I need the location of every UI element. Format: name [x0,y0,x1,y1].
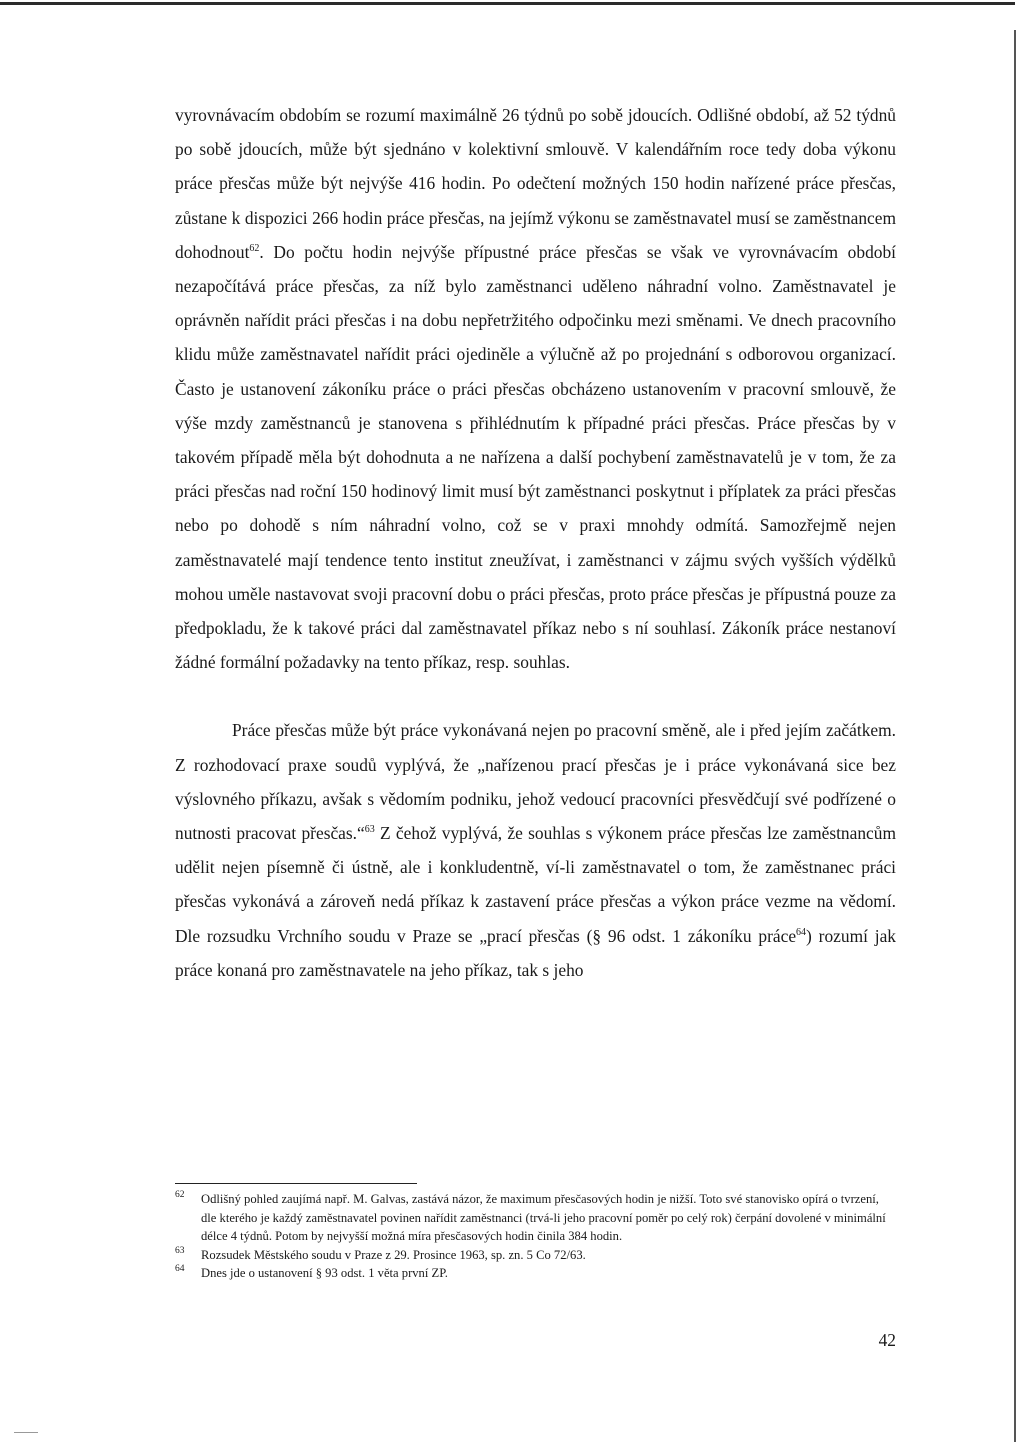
page-number: 42 [878,1330,896,1350]
footnote-reference: 63 [364,824,375,836]
footnote-separator [175,1183,417,1184]
scan-edge-mark [14,1432,38,1433]
scan-top-border [0,2,1015,5]
footnote-reference: 64 [796,926,807,938]
paragraph-text: ) rozumí jak práce konaná pro zaměstnavatele na jeho příkaz, tak s jeho [175,925,896,980]
scan-right-edge [1014,30,1016,1442]
paragraph-text: Z čehož vyplývá, že souhlas s výkonem práce přesčas lze zaměstnancům udělit nejen písemně či ústně, ale i konkludentně, ví-li zaměstnavatel o tom, že zaměstnanec práci přesčas vykonává a zároveň nedá příkaz k zastavení práce přesčas a výkon práce vezme na vědomí. Dle rozsudku Vrchního soudu v Praze se „prací přesčas (§ 96 odst. 1 zákoníku práce [175,823,896,946]
paragraph-text: . Do počtu hodin nejvýše přípustné práce přesčas se však ve vyrovnávacím období nezapočítává práce přesčas, za níž bylo zaměstnanci uděleno náhradní volno. Zaměstnavatel je oprávněn nařídit práci přesčas i na dobu nepřetržitého odpočinku mezi směnami. Ve dnech pracovního klidu může zaměstnavatel nařídit práci ojediněle a výlučně až po projednání s odborovou organizací. Často je ustanovení zákoníku práce o práci přesčas obcházeno ustanovením v pracovní smlouvě, že výše mzdy zaměstnanců je stanovena s přihlédnutím k případné práci přesčas. Práce přesčas by v takovém případě měla být dohodnuta a ne nařízena a další pochybení zaměstnavatelů je v tom, že za práci přesčas nad roční 150 hodinový limit musí být zaměstnanci poskytnut i příplatek za práci přesčas nebo po dohodě s ním náhradní volno, což se v praxi mnohdy odmítá. Samozřejmě nejen zaměstnavatelé mají tendence tento institut zneužívat, i zaměstnanci v zájmu svých vyšších výdělků mohou uměle nastavovat svoji pracovní dobu o práci přesčas, proto práce přesčas je přípustná pouze za předpokladu, že k takové práci dal zaměstnavatel příkaz nebo s ní souhlasí. Zákoník práce nestanoví žádné formální požadavky na tento příkaz, resp. souhlas. [175,241,896,673]
footnote-text: Rozsudek Městského soudu v Praze z 29. Prosince 1963, sp. zn. 5 Co 72/63. [201,1247,586,1262]
footnote-text: Dnes jde o ustanovení § 93 odst. 1 věta první ZP. [201,1266,448,1281]
footnote [175,1246,896,1265]
paragraph-text: vyrovnávacím obdobím se rozumí maximálně 26 týdnů po sobě jdoucích. Odlišné období, až 52 týdnů po sobě jdoucích, může být sjednáno v kolektivní smlouvě. V kalendářním roce tedy doba výkonu práce přesčas může být nejvýše 416 hodin. Po odečtení možných 150 hodin nařízené práce přesčas, zůstane k dispozici 266 hodin práce přesčas, na jejímž výkonu se zaměstnavatel musí se zaměstnancem dohodnout [175,105,896,262]
paragraph [175,98,896,679]
footnote [175,1190,896,1246]
footnote-reference: 62 [249,242,260,254]
body-text [175,98,896,987]
footnote-number: 62 [175,1190,185,1200]
footnote-text: Odlišný pohled zaujímá např. M. Galvas, zastává názor, že maximum přesčasových hodin je nižší. Toto své stanovisko opírá o tvrzení, dle kterého je každý zaměstnavatel povinen nařídit zaměstnanci (trvá-li jeho pracovní poměr po celý rok) čerpání dovolené v minimální délce 4 týdnů. Potom by nejvyšší možná míra přesčasových hodin činila 384 hodin. [201,1192,886,1244]
footnote-number: 63 [175,1245,185,1256]
footnote-number: 64 [175,1264,185,1275]
paragraph [175,713,896,987]
paragraph-text: Práce přesčas může být práce vykonávaná nejen po pracovní směně, ale i před jejím začátkem. Z rozhodovací praxe soudů vyplývá, že „nařízenou prací přesčas je i práce vykonávaná sice bez výslovného příkazu, avšak s vědomím podniku, jehož vedoucí pracovníci přesvědčují své podřízené o nutnosti pracovat přesčas.“ [175,720,896,844]
footnote [175,1264,896,1283]
footnotes [175,1190,896,1283]
